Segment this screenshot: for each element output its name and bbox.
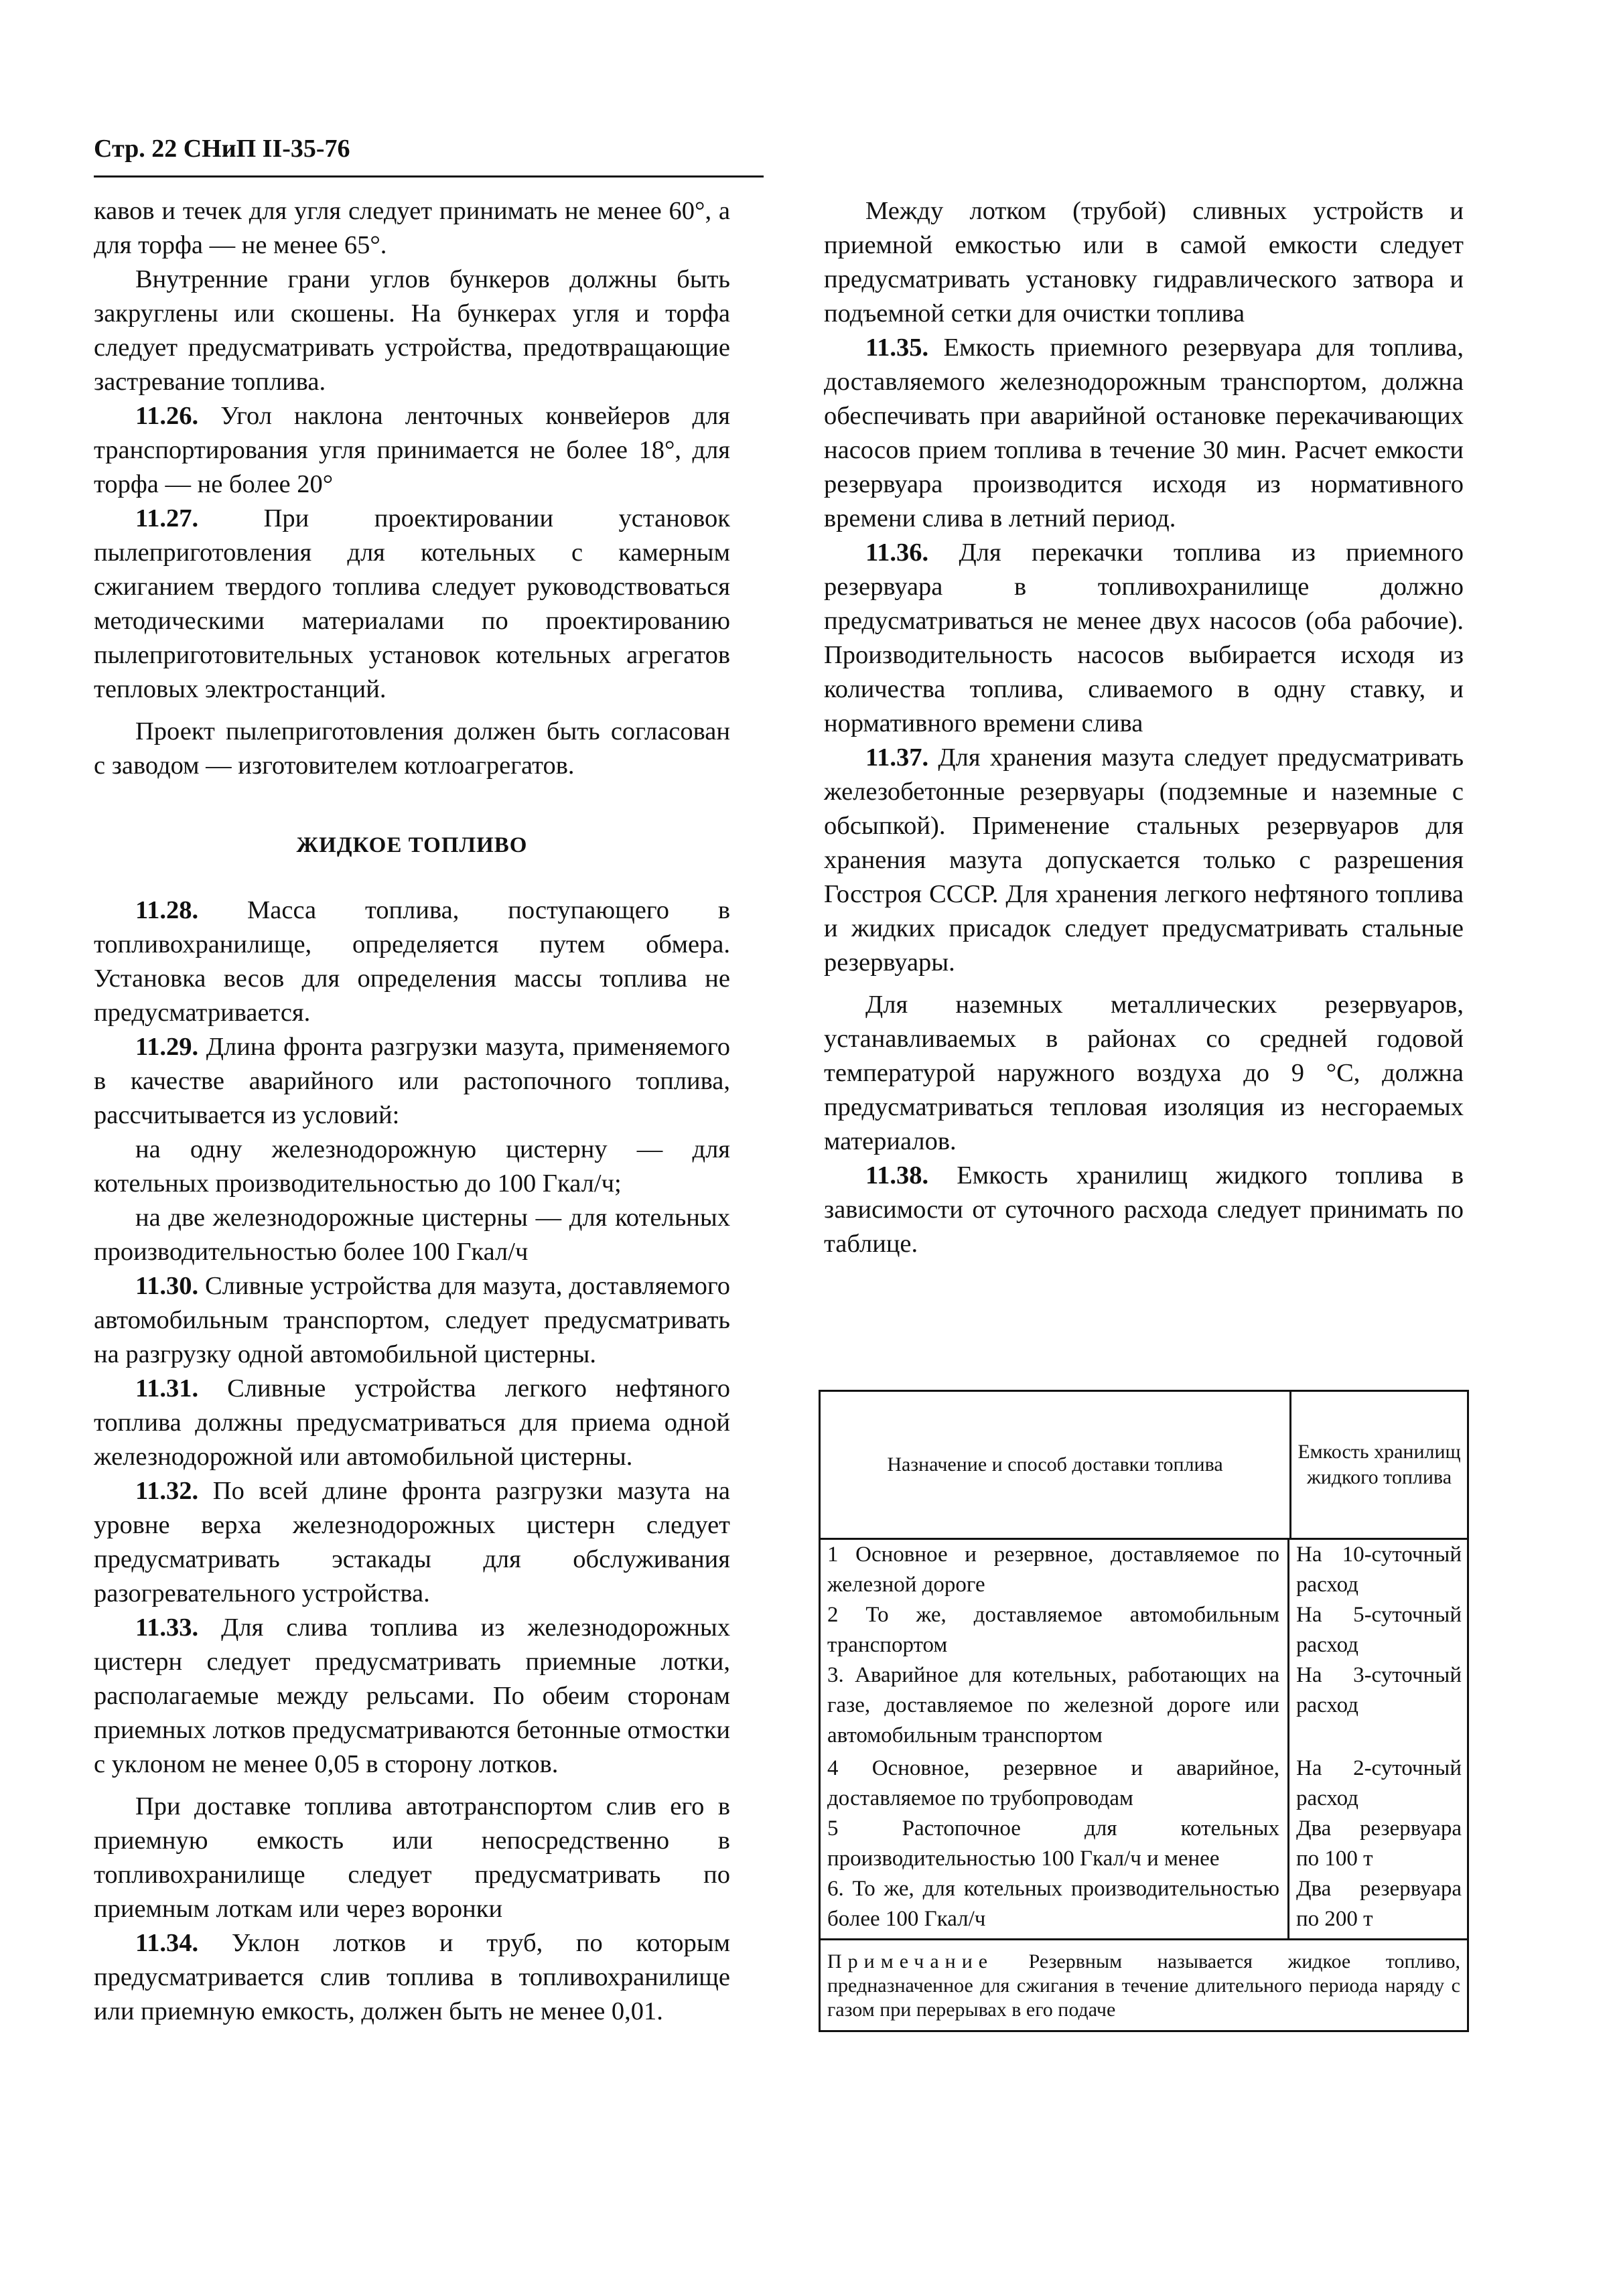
cell-capacity: На 2-суточный расход [1296,1756,1462,1810]
clause-11-26 [94,399,730,502]
table-row [821,1540,1467,1600]
clause-number: 11.28. [135,896,199,924]
cell-purpose: 4 Основное, резервное и аварийное, доставляемое по трубопроводам [821,1751,1289,1814]
paragraph: кавов и течек для угля следует принимать не менее 60°, а для торфа — не менее 65°. [94,197,730,259]
clause-text: Длина фронта разгрузки мазута, применяемого в качестве аварийного или растопочного топлива, рассчитывается из условий: [94,1033,730,1129]
clause-11-27 [94,502,730,707]
paragraph: При доставке топлива автотранспортом слив его в приемную емкость или непосредственно в топливохранилище следует предусматривать по приемным лоткам или через воронки [94,1792,730,1923]
clause-11-38 [824,1159,1464,1261]
left-column [94,194,730,2029]
clause-text: Угол наклона ленточных конвейеров для транспортирования угля принимается не более 18°, для торфа — не более 20° [94,402,731,498]
cell-purpose: 5 Растопочное для котельных производительностью 100 Гкал/ч и менее [821,1814,1289,1874]
column-header-purpose: Назначение и способ доставки топлива [821,1392,1291,1538]
paragraph: Между лотком (трубой) сливных устройств и приемной емкостью или в самой емкости следует предусматривать установку гидравлического затвора и подъемной сетки для очистки топлива [824,197,1464,328]
clause-number: 11.26. [135,402,199,430]
clause-number: 11.34. [135,1929,199,1957]
clause-number: 11.37. [865,743,929,772]
clause-11-36 [824,536,1464,741]
clause-text: Для слива топлива из железнодорожных цистерн следует предусматривать приемные лотки, располагаемые между рельсами. По обеим сторонам приемных лотков предусматриваются бетонные отмостки с уклоном не менее 0,05 в сторону лотков. [94,1613,730,1778]
paragraph: Внутренние грани углов бункеров должны быть закруглены или скошены. На бункерах угля и торфа следует предусматривать устройства, предотвращающие застревание топлива. [94,265,730,396]
page-header: Стр. 22 СНиП II-35-76 [94,135,350,163]
table-note [821,1938,1467,2030]
cell-capacity: Два резервуара по 200 т [1296,1877,1462,1931]
clause-11-35 [824,331,1464,536]
table-row [821,1600,1467,1660]
clause-11-37 [824,741,1464,980]
cell-purpose: 6. То же, для котельных производительностью более 100 Гкал/ч [821,1874,1289,1938]
table-row [821,1814,1467,1874]
header-rule [94,175,764,177]
clause-number: 11.31. [135,1374,199,1403]
clause-text: Сливные устройства легкого нефтяного топлива должны предусматриваться для приема одной железнодорожной или автомобильной цистерны. [94,1374,731,1471]
clause-number: 11.35. [865,334,929,362]
clause-text: Емкость приемного резервуара для топлива, доставляемого железнодорожным транспортом, должна обеспечивать при аварийной остановке перекачивающих насосов прием топлива в течение 30 мин. Расчет емкости резервуара производится исходя из нормативного времени слива в летний период. [824,334,1464,532]
paragraph: Для наземных металлических резервуаров, устанавливаемых в районах со средней годовой температурой наружного воздуха до 9 °С, должна предусматриваться тепловая изоляция из несгораемых материалов. [824,991,1464,1155]
clause-number: 11.38. [865,1161,929,1190]
clause-text: Емкость хранилищ жидкого топлива в зависимости от суточного расхода следует принимать по таблице. [824,1161,1464,1258]
clause-11-28 [94,893,730,1030]
cell-capacity: Два резервуара по 100 т [1296,1816,1462,1871]
cell-capacity: На 5-суточный расход [1296,1603,1462,1657]
clause-number: 11.30. [135,1272,199,1300]
clause-text: При проектировании установок пылеприготовления для котельных с камерным сжиганием твердого топлива следует руководствоваться методическими материалами по проектированию пылеприготовительных установок котельных агрегатов тепловых электростанций. [94,504,730,703]
clause-11-33 [94,1611,730,1782]
table-row [821,1874,1467,1938]
paragraph: Проект пылеприготовления должен быть согласован с заводом — изготовителем котлоагрегатов. [94,717,730,780]
clause-number: 11.29. [135,1033,199,1061]
clause-text: По всей длине фронта разгрузки мазута на уровне верха железнодорожных цистерн следует предусматривать эстакады для обслуживания разогревательного устройства. [94,1477,731,1607]
cell-purpose: 2 То же, доставляемое автомобильным транспортом [821,1600,1289,1660]
note-label: Примечание [827,1950,994,1972]
table-row [821,1751,1467,1814]
clause-text: Уклон лотков и труб, по которым предусматривается слив топлива в топливохранилище или приемную емкость, должен быть не менее 0,01. [94,1929,731,2025]
clause-number: 11.33. [135,1613,199,1642]
cell-capacity: На 10-суточный расход [1296,1542,1462,1597]
cell-purpose: 1 Основное и резервное, доставляемое по железной дороге [821,1540,1289,1600]
right-column [824,194,1464,1261]
note-text: Резервным называется жидкое топливо, предназначенное для сжигания в течение длительного периода наряду с газом при перерывах в его подаче [827,1950,1460,2021]
clause-number: 11.36. [865,539,929,567]
clause-11-34 [94,1926,730,2029]
clause-text: Масса топлива, поступающего в топливохранилище, определяется путем обмера. Установка весов для определения массы топлива не предусматривается. [94,896,731,1027]
paragraph: на одну железнодорожную цистерну — для котельных производительностью до 100 Гкал/ч; [94,1135,730,1198]
table-header [821,1392,1467,1540]
clause-11-30 [94,1269,730,1372]
clause-number: 11.32. [135,1477,199,1505]
cell-capacity: На 3-суточный расход [1296,1663,1462,1717]
clause-11-29 [94,1030,730,1133]
clause-11-31 [94,1372,730,1474]
clause-text: Для хранения мазута следует предусматривать железобетонные резервуары (подземные и наземные с обсыпкой). Применение стальных резервуаров для хранения мазута допускается только с разрешения Госстроя СССР. Для хранения легкого нефтяного топлива и жидких присадок следует предусматривать стальные резервуары. [824,743,1464,977]
section-title: ЖИДКОЕ ТОПЛИВО [296,833,528,857]
clause-text: Для перекачки топлива из приемного резервуара в топливохранилище должно предусматриваться не менее двух насосов (оба рабочие). Производительность насосов выбирается исходя из количества топлива, сливаемого в одну ставку, и нормативного времени слива [824,539,1464,737]
paragraph: на две железнодорожные цистерны — для котельных производительностью более 100 Гкал/ч [94,1204,730,1266]
clause-number: 11.27. [135,504,199,532]
clause-11-32 [94,1474,730,1611]
clause-text: Сливные устройства для мазута, доставляемого автомобильным транспортом, следует предусматривать на разгрузку одной автомобильной цистерны. [94,1272,730,1368]
column-header-capacity: Емкость хранилищ жидкого топлива [1298,1441,1461,1488]
cell-purpose: 3. Аварийное для котельных, работающих на газе, доставляемое по железной дороге или автомобильным транспортом [821,1660,1289,1751]
table-row [821,1660,1467,1751]
fuel-storage-table [819,1390,1469,2032]
